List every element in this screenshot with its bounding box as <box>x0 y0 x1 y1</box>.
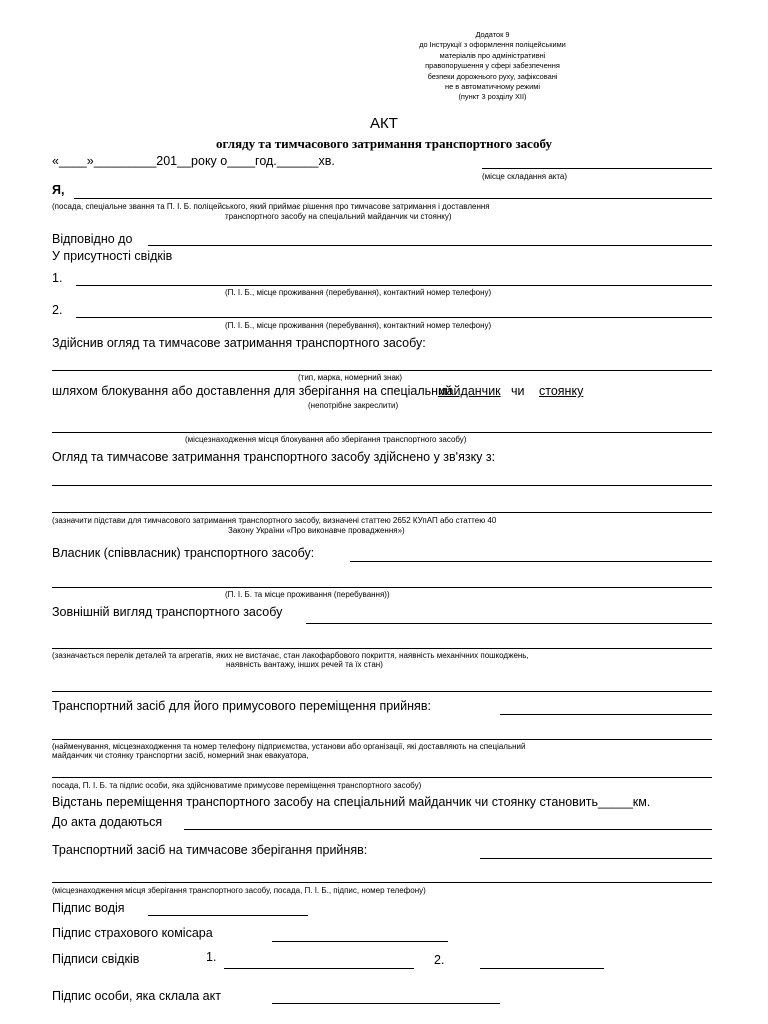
document-subtitle: огляду та тимчасового затримання транспортного засобу <box>216 136 552 151</box>
appendix-line: не в автоматичному режимі <box>445 82 540 92</box>
place-field[interactable] <box>482 168 712 169</box>
appendix-line: Додаток 9 <box>475 30 510 39</box>
witness-signature-1-number: 1. <box>206 950 217 964</box>
insurance-signature-field[interactable] <box>272 941 448 942</box>
transport-field-2[interactable] <box>52 739 712 740</box>
author-signature-label: Підпис особи, яка склала акт <box>52 989 221 1003</box>
insurance-signature-label: Підпис страхового комісара <box>52 926 213 940</box>
driver-signature-label: Підпис водія <box>52 901 125 915</box>
witness-signature-2-number: 2. <box>434 953 445 967</box>
option-or: чи <box>511 384 525 398</box>
attachments-field[interactable] <box>184 829 712 830</box>
appendix-note <box>395 30 590 103</box>
witness-2-hint: (П. І. Б., місце проживання (перебування), контактний номер телефону) <box>225 321 492 330</box>
document-title: АКТ <box>370 115 398 132</box>
owner-field-2[interactable] <box>52 587 712 588</box>
inspection-label: Здійснив огляд та тимчасове затримання транспортного засобу: <box>52 336 426 350</box>
method-text: шляхом блокування або доставлення для зберігання на спеціальний <box>52 384 453 398</box>
witness-1-field[interactable] <box>76 285 712 286</box>
owner-field-1[interactable] <box>350 561 712 562</box>
owner-label: Власник (співвласник) транспортного засобу: <box>52 546 315 560</box>
appearance-hint-1: (зазначається перелік деталей та агрегатів, яких не вистачає, стан лакофарбового покриття, наявність механічних пошкоджень, <box>52 651 529 660</box>
storage-field-1[interactable] <box>480 858 712 859</box>
reason-hint-1: (зазначити підстави для тимчасового затримання транспортного засобу, визначені статтею 2652 КУпАП або статтею 40 <box>52 516 497 525</box>
driver-signature-field[interactable] <box>148 915 308 916</box>
appendix-line: безпеки дорожнього руху, зафіксовані <box>427 71 558 81</box>
appearance-field-3[interactable] <box>52 691 712 692</box>
author-signature-field[interactable] <box>272 1003 500 1004</box>
reason-field-2[interactable] <box>52 512 712 513</box>
options-hint: (непотрібне закреслити) <box>308 401 399 410</box>
storage-label: Транспортний засіб на тимчасове зберігання прийняв: <box>52 843 368 857</box>
reason-hint-2: Закону України «Про виконавче провадження») <box>228 526 405 535</box>
reason-label: Огляд та тимчасове затримання транспортного засобу здійснено у зв'язку з: <box>52 450 496 464</box>
officer-hint-1: (посада, спеціальне звання та П. І. Б. поліцейського, який приймає рішення про тимчасове затримання і доставлення <box>52 202 490 211</box>
officer-hint-2: транспортного засобу на спеціальний майданчик чи стоянку) <box>225 212 452 221</box>
appearance-label: Зовнішній вигляд транспортного засобу <box>52 605 283 619</box>
location-hint: (місцезнаходження місця блокування або зберігання транспортного засобу) <box>185 435 467 444</box>
reason-field-1[interactable] <box>52 485 712 486</box>
appendix-line: матеріалів про адміністративні <box>439 50 546 60</box>
transport-hint-1: (найменування, місцезнаходження та номер телефону підприємства, установи або організації, які доставляють на спеціальний <box>52 742 526 751</box>
place-hint: (місце складання акта) <box>482 172 568 181</box>
witnesses-signature-label: Підписи свідків <box>52 952 140 966</box>
appearance-field-1[interactable] <box>306 623 712 624</box>
witness-1-number: 1. <box>52 271 63 285</box>
transport-hint-2: майданчик чи стоянку транспортни засіб, номерний знак евакуатора, <box>52 751 309 760</box>
attachments-label: До акта додаються <box>52 815 163 829</box>
storage-field-2[interactable] <box>52 882 712 883</box>
appendix-line: правопорушення у сфері забезпечення <box>425 61 560 71</box>
appearance-field-2[interactable] <box>52 648 712 649</box>
transport-hint-3: посада, П. І. Б. та підпис особи, яка здійснюватиме примусове переміщення транспортного засобу) <box>52 781 422 790</box>
owner-hint: (П. І. Б. та місце проживання (перебування)) <box>225 590 390 599</box>
location-field[interactable] <box>52 432 712 433</box>
transport-field-1[interactable] <box>500 714 712 715</box>
witness-signature-1-field[interactable] <box>224 968 414 969</box>
witness-2-field[interactable] <box>76 317 712 318</box>
witness-signature-2-field[interactable] <box>480 968 604 969</box>
basis-label: Відповідно до <box>52 232 133 246</box>
option-parking[interactable]: стоянку <box>539 384 584 398</box>
witness-2-number: 2. <box>52 303 63 317</box>
appendix-line: (пункт 3 розділу XII) <box>458 92 527 102</box>
appendix-line: до Інструкції з оформлення поліцейськими <box>419 40 566 50</box>
transport-label: Транспортний засіб для його примусового переміщення прийняв: <box>52 699 431 713</box>
option-platform[interactable]: майданчик <box>438 384 501 398</box>
date-line: «____»_________201__року о____год.______хв. <box>52 154 335 168</box>
witnesses-label: У присутності свідків <box>52 249 173 263</box>
vehicle-field[interactable] <box>52 370 712 371</box>
vehicle-hint: (тип, марка, номерний знак) <box>298 373 403 382</box>
basis-field[interactable] <box>148 245 712 246</box>
appearance-hint-2: наявність вантажу, інших речей та їх стан) <box>226 660 383 669</box>
witness-1-hint: (П. І. Б., місце проживання (перебування), контактний номер телефону) <box>225 288 492 297</box>
officer-field[interactable] <box>74 198 712 199</box>
distance-label: Відстань переміщення транспортного засобу на спеціальний майданчик чи стоянку становить_____км. <box>52 795 651 809</box>
officer-label: Я, <box>52 183 65 197</box>
storage-hint: (місцезнаходження місця зберігання транспортного засобу, посада, П. І. Б., підпис, номер телефону) <box>52 886 426 895</box>
transport-field-3[interactable] <box>52 777 712 778</box>
